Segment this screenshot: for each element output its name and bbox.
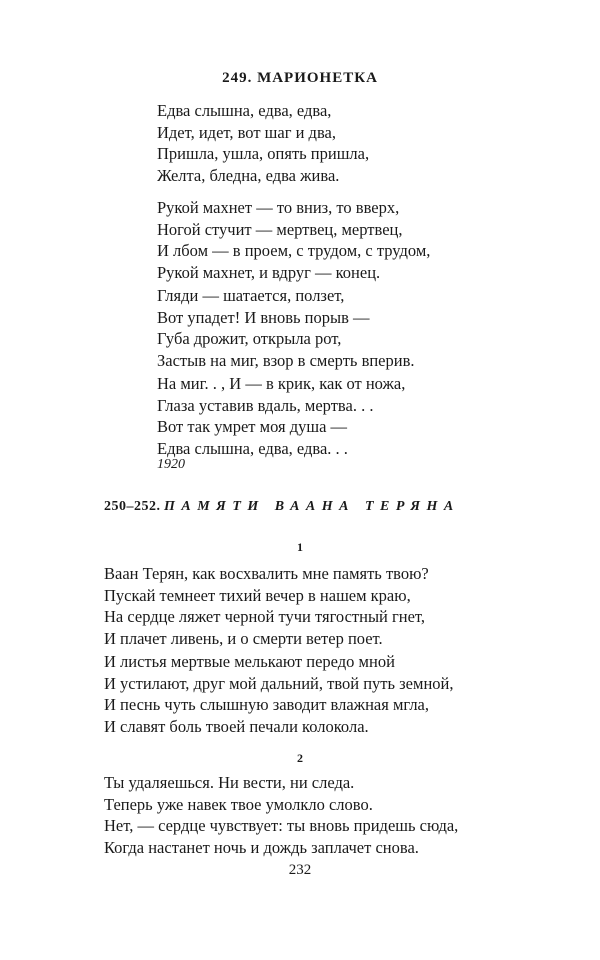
verse-line: Идет, идет, вот шаг и два, [157,122,336,142]
verse-line: На сердце ляжет черной тучи тягостный гнет, [104,607,426,627]
poem-cycle-title [104,499,460,515]
verse-line: И плачет ливень, и о смерти ветер поет. [104,628,383,648]
verse-line: И славят боль твоей печали колокола. [104,716,369,736]
poem-cycle-name: ПАМЯТИ ВААНА ТЕРЯНА [164,499,460,514]
poem2-part1-stanza-1 [104,563,429,649]
verse-line: Ты удаляешься. Ни вести, ни следа. [104,773,355,792]
section-number-1: 1 [297,540,303,554]
verse-line: Застыв на миг, взор в смерть вперив. [157,350,415,370]
verse-line: Когда настанет ночь и дождь заплачет снова. [104,837,419,857]
verse-line: Теперь уже навек твое умолкло слово. [104,794,373,814]
verse-line: Вот так умрет моя душа — [157,417,348,437]
verse-line: Пускай темнеет тихий вечер в нашем краю, [104,585,411,605]
verse-line: Пришла, ушла, опять пришла, [157,144,370,164]
verse-line: Вот упадет! И вновь порыв — [157,307,370,327]
verse-line: Гляди — шатается, ползет, [157,286,345,305]
poem-cycle-number: 250–252. [104,499,161,514]
poem1-stanza-2 [157,197,430,283]
poem1-stanza-3 [157,285,415,371]
verse-line: И песнь чуть слышную заводит влажная мгла, [104,695,430,715]
section-number-2: 2 [297,751,303,765]
verse-line: И лбом — в проем, с трудом, с трудом, [157,241,431,261]
poem1-stanza-1 [157,100,369,186]
poem-year: 1920 [157,457,185,472]
verse-line: Ваан Терян, как восхвалить мне память твою? [104,564,429,583]
verse-line: Рукой махнет, и вдруг — конец. [157,262,381,282]
verse-line: И листья мертвые мелькают передо мной [104,652,395,671]
verse-line: Глаза уставив вдаль, мертва. . . [157,395,374,415]
verse-line: Нет, — сердце чувствует: ты вновь придешь сюда, [104,816,459,836]
verse-line: Ногой стучит — мертвец, мертвец, [157,219,403,239]
poem2-part2-stanza-1 [104,772,458,858]
verse-line: И устилают, друг мой дальний, твой путь земной, [104,673,454,693]
verse-line: Едва слышна, едва, едва, [157,101,332,120]
verse-line: Желта, бледна, едва жива. [157,165,340,185]
poem-title-marionette: 249. МАРИОНЕТКА [222,70,378,86]
verse-line: Рукой махнет — то вниз, то вверх, [157,198,400,217]
poem1-stanza-4 [157,373,405,459]
page-number: 232 [288,862,312,878]
verse-line: Едва слышна, едва, едва. . . [157,438,348,458]
poem2-part1-stanza-2 [104,651,453,737]
verse-line: На миг. . , И — в крик, как от ножа, [157,374,406,393]
verse-line: Губа дрожит, открыла рот, [157,329,342,349]
